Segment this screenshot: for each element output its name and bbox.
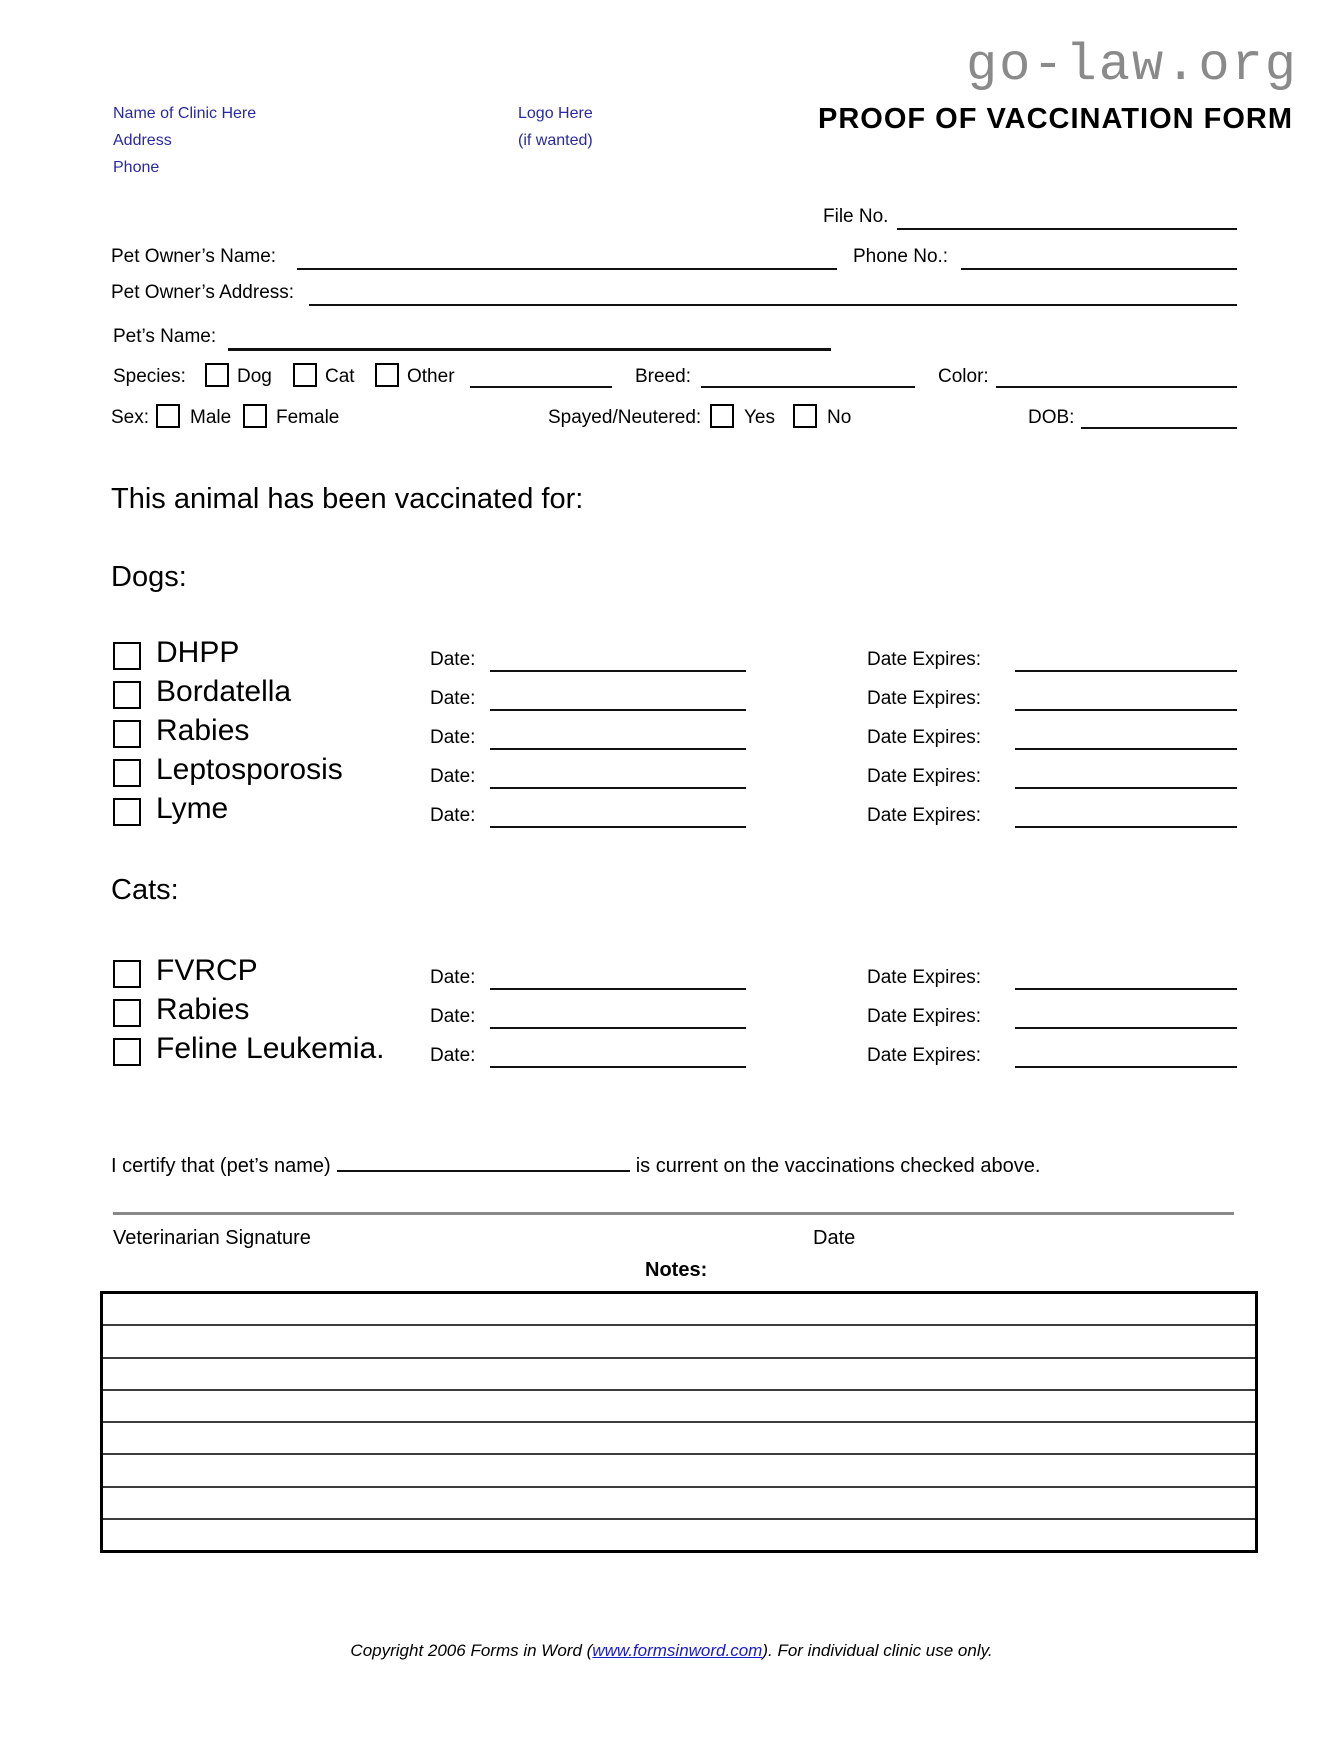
sex-male-checkbox[interactable] <box>156 404 180 428</box>
species-dog-checkbox[interactable] <box>205 363 229 387</box>
phone-no-label: Phone No.: <box>853 246 949 267</box>
notes-line[interactable] <box>103 1326 1255 1358</box>
date-line[interactable] <box>490 762 746 789</box>
sex-male-label: Male <box>190 407 232 428</box>
owner-name-line[interactable] <box>297 246 837 270</box>
logo-line1: Logo Here <box>518 105 593 122</box>
date-expires-line[interactable] <box>1015 723 1237 750</box>
date-expires-label: Date Expires: <box>867 1006 982 1027</box>
cat-vaccine-row <box>0 954 1343 995</box>
formsinword-link[interactable]: www.formsinword.com <box>592 1641 763 1660</box>
sex-label: Sex: <box>111 407 150 428</box>
page-title: PROOF OF VACCINATION FORM <box>817 103 1293 135</box>
notes-line[interactable] <box>103 1423 1255 1455</box>
vaccine-name: FVRCP <box>156 954 258 987</box>
dog-vaccine-row <box>0 636 1343 677</box>
color-label: Color: <box>938 366 989 387</box>
date-line[interactable] <box>490 963 746 990</box>
veterinarian-signature-label: Veterinarian Signature <box>113 1227 311 1249</box>
date-expires-label: Date Expires: <box>867 1045 982 1066</box>
spayed-neutered-label: Spayed/Neutered: <box>548 407 702 428</box>
spayed-yes-label: Yes <box>744 407 775 428</box>
date-line[interactable] <box>490 684 746 711</box>
certify-statement <box>111 1150 1040 1178</box>
dob-line[interactable] <box>1081 405 1237 429</box>
date-line[interactable] <box>490 645 746 672</box>
spayed-no-label: No <box>827 407 852 428</box>
pet-name-label: Pet’s Name: <box>113 326 217 347</box>
color-line[interactable] <box>996 364 1237 388</box>
cat-vaccine-row <box>0 993 1343 1034</box>
phone-no-line[interactable] <box>961 246 1237 270</box>
lyme-checkbox[interactable] <box>113 798 141 826</box>
footer-pre-text: Copyright 2006 Forms in Word ( <box>350 1641 593 1660</box>
sex-female-label: Female <box>276 407 340 428</box>
date-label: Date: <box>430 805 476 826</box>
leptosporosis-checkbox[interactable] <box>113 759 141 787</box>
date-label: Date: <box>430 1006 476 1027</box>
date-expires-label: Date Expires: <box>867 727 982 748</box>
rabies-cat-checkbox[interactable] <box>113 999 141 1027</box>
breed-label: Breed: <box>635 366 691 387</box>
footer-post-text: ). For individual clinic use only. <box>762 1641 993 1660</box>
date-label: Date: <box>430 688 476 709</box>
date-expires-label: Date Expires: <box>867 649 982 670</box>
species-cat-label: Cat <box>325 366 355 387</box>
date-expires-label: Date Expires: <box>867 766 982 787</box>
date-expires-line[interactable] <box>1015 1041 1237 1068</box>
owner-address-label: Pet Owner’s Address: <box>111 282 295 303</box>
notes-heading: Notes: <box>645 1259 708 1281</box>
species-other-checkbox[interactable] <box>375 363 399 387</box>
vaccine-name: Leptosporosis <box>156 753 343 786</box>
species-cat-checkbox[interactable] <box>293 363 317 387</box>
dog-vaccine-row <box>0 792 1343 833</box>
notes-line[interactable] <box>103 1455 1255 1487</box>
logo-placeholder <box>518 100 593 154</box>
logo-line2: (if wanted) <box>518 132 593 149</box>
spayed-no-checkbox[interactable] <box>793 404 817 428</box>
date-expires-line[interactable] <box>1015 1002 1237 1029</box>
dog-vaccine-row <box>0 675 1343 716</box>
date-label: Date: <box>430 649 476 670</box>
date-expires-line[interactable] <box>1015 645 1237 672</box>
date-expires-label: Date Expires: <box>867 967 982 988</box>
signature-date-label: Date <box>813 1227 856 1249</box>
clinic-address-placeholder: Address <box>113 132 172 149</box>
dog-vaccine-row <box>0 714 1343 755</box>
date-expires-line[interactable] <box>1015 963 1237 990</box>
vaccine-name: Bordatella <box>156 675 292 708</box>
species-label: Species: <box>113 366 186 387</box>
date-line[interactable] <box>490 1041 746 1068</box>
dog-vaccine-row <box>0 753 1343 794</box>
rabies-dog-checkbox[interactable] <box>113 720 141 748</box>
date-expires-line[interactable] <box>1015 684 1237 711</box>
certify-suffix: is current on the vaccinations checked above. <box>635 1155 1041 1177</box>
date-expires-line[interactable] <box>1015 801 1237 828</box>
notes-line[interactable] <box>103 1488 1255 1520</box>
feline-leukemia-checkbox[interactable] <box>113 1038 141 1066</box>
clinic-name-placeholder: Name of Clinic Here <box>113 105 257 122</box>
vaccine-name: Rabies <box>156 993 250 1026</box>
date-expires-line[interactable] <box>1015 762 1237 789</box>
vaccine-name: Lyme <box>156 792 229 825</box>
go-law-logo: go-law.org <box>965 36 1298 95</box>
clinic-info-block <box>113 100 256 181</box>
date-line[interactable] <box>490 723 746 750</box>
species-dog-label: Dog <box>237 366 272 387</box>
cat-vaccine-row <box>0 1032 1343 1073</box>
dob-label: DOB: <box>1028 407 1075 428</box>
date-expires-label: Date Expires: <box>867 805 982 826</box>
notes-line[interactable] <box>103 1359 1255 1391</box>
vaccine-name: DHPP <box>156 636 240 669</box>
fvrcp-checkbox[interactable] <box>113 960 141 988</box>
date-label: Date: <box>430 727 476 748</box>
date-label: Date: <box>430 967 476 988</box>
vaccine-name: Rabies <box>156 714 250 747</box>
pet-name-line[interactable] <box>228 326 831 351</box>
bordatella-checkbox[interactable] <box>113 681 141 709</box>
notes-line[interactable] <box>103 1294 1255 1326</box>
vaccinated-for-heading: This animal has been vaccinated for: <box>111 483 584 515</box>
owner-address-line[interactable] <box>309 282 1237 306</box>
date-line[interactable] <box>490 801 746 828</box>
sex-female-checkbox[interactable] <box>243 404 267 428</box>
signature-line[interactable] <box>113 1212 1234 1215</box>
notes-line[interactable] <box>103 1391 1255 1423</box>
date-expires-label: Date Expires: <box>867 688 982 709</box>
date-label: Date: <box>430 1045 476 1066</box>
copyright-footer <box>0 1641 1343 1661</box>
vaccine-name: Feline Leukemia. <box>156 1032 385 1065</box>
spayed-yes-checkbox[interactable] <box>710 404 734 428</box>
dogs-heading: Dogs: <box>111 561 187 593</box>
dhpp-checkbox[interactable] <box>113 642 141 670</box>
species-other-line[interactable] <box>470 364 612 388</box>
date-line[interactable] <box>490 1002 746 1029</box>
owner-name-label: Pet Owner’s Name: <box>111 246 277 267</box>
notes-line[interactable] <box>103 1520 1255 1550</box>
cats-heading: Cats: <box>111 874 179 906</box>
species-other-label: Other <box>407 366 455 387</box>
breed-line[interactable] <box>701 364 915 388</box>
notes-table <box>100 1291 1258 1553</box>
clinic-phone-placeholder: Phone <box>113 159 160 176</box>
file-no-label: File No. <box>823 206 889 227</box>
certify-pet-name-line[interactable] <box>337 1150 630 1172</box>
file-no-line[interactable] <box>897 206 1237 230</box>
date-label: Date: <box>430 766 476 787</box>
certify-prefix: I certify that (pet’s name) <box>111 1155 331 1177</box>
